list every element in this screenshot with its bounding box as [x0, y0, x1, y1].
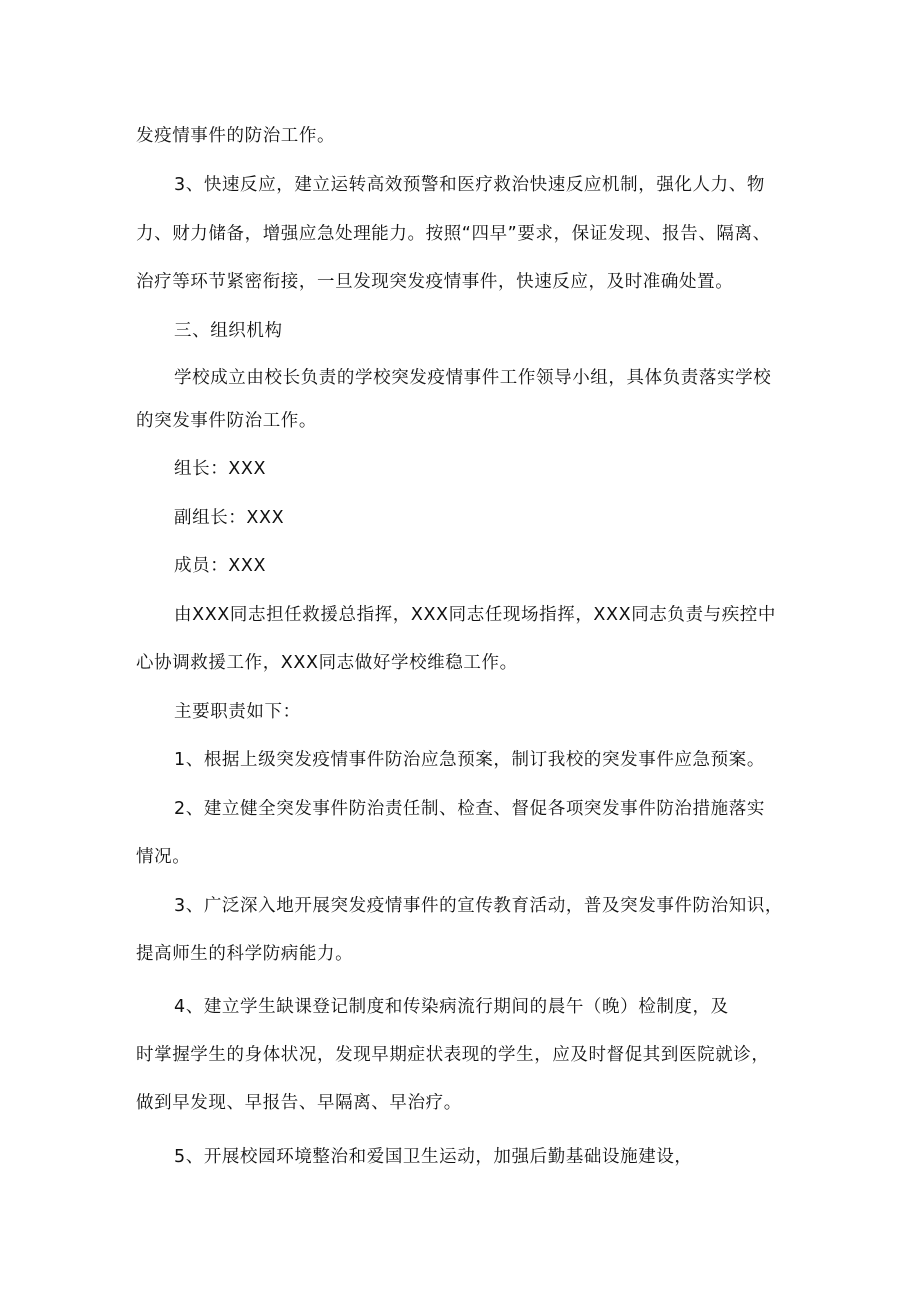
text-line: 情况。: [136, 847, 191, 867]
text-line: 5、开展校园环境整治和爱国卫生运动，加强后勤基础设施建设，: [174, 1147, 693, 1167]
text-line: 治疗等环节紧密衔接，一旦发现突发疫情事件，快速反应，及时准确处置。: [136, 272, 734, 292]
text-line: 做到早发现、早报告、早隔离、早治疗。: [136, 1093, 462, 1113]
text-line: 1、根据上级突发疫情事件防治应急预案，制订我校的突发事件应急预案。: [174, 750, 765, 770]
text-line: 发疫情事件的防治工作。: [136, 126, 336, 146]
text-line: 力、财力储备，增强应急处理能力。按照“四早”要求，保证发现、报告、隔离、: [136, 224, 771, 244]
text-line: 的突发事件防治工作。: [136, 411, 317, 431]
text-line: 3、快速反应，建立运转高效预警和医疗救治快速反应机制，强化人力、物: [174, 175, 765, 195]
text-line: 副组长：XXX: [174, 508, 285, 528]
text-line: 主要职责如下：: [174, 702, 301, 722]
text-line: 学校成立由校长负责的学校突发疫情事件工作领导小组，具体负责落实学校: [174, 368, 772, 388]
text-line: 成员：XXX: [174, 556, 267, 576]
text-line: 组长：XXX: [174, 459, 267, 479]
text-line: 提高师生的科学防病能力。: [136, 944, 354, 964]
text-line: 由XXX同志担任救援总指挥，XXX同志任现场指挥，XXX同志负责与疾控中: [174, 605, 776, 625]
section-heading: 三、组织机构: [174, 321, 283, 341]
text-line: 2、建立健全突发事件防治责任制、检查、督促各项突发事件防治措施落实: [174, 799, 765, 819]
text-line: 心协调救援工作，XXX同志做好学校维稳工作。: [136, 653, 518, 673]
text-line: 3、广泛深入地开展突发疫情事件的宣传教育活动，普及突发事件防治知识，: [174, 896, 784, 916]
text-line: 时掌握学生的身体状况，发现早期症状表现的学生，应及时督促其到医院就诊，: [136, 1045, 770, 1065]
text-line: 4、建立学生缺课登记制度和传染病流行期间的晨午（晚）检制度，及: [174, 997, 729, 1017]
